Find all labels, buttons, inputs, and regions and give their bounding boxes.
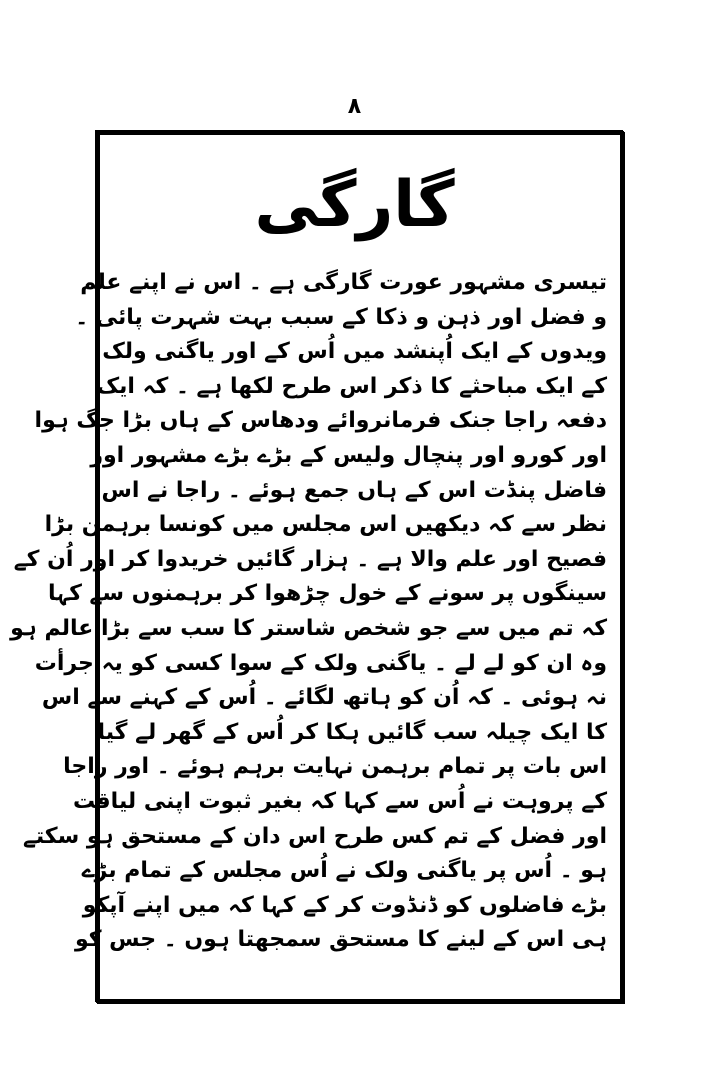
text-line: کا ایک چیلہ سب گائیں ہکا کر اُس کے گھر لے گیا: [97, 719, 607, 745]
text-line: فاضل پنڈت اس کے ہاں جمع ہوئے ۔ راجا نے اس: [101, 477, 607, 503]
text-line: اور کورو اور پنچال ولیس کے بڑے بڑے مشہور اور: [90, 442, 607, 468]
text-line: تیسری مشہور عورت گارگی ہے ۔ اس نے اپنے علم: [80, 270, 607, 295]
text-line: وہ ان کو لے لے ۔ یاگنی ولک کے سوا کسی کو یہ جرأت: [34, 650, 607, 676]
text-line: ویدوں کے ایک اُپنشد میں اُس کے اور یاگنی ولک: [102, 339, 607, 365]
text-line: کے پروہت نے اُس سے کہا کہ بغیر ثبوت اپنی لیاقت: [72, 788, 607, 814]
text-line: ہو ۔ اُس پر یاگنی ولک نے اُس مجلس کے تمام بڑے: [81, 858, 607, 884]
text-line: فصیح اور علم والا ہے ۔ ہزار گائیں خریدوا کر اور اُن کے: [13, 546, 607, 572]
chapter-title: گارگی: [254, 168, 455, 242]
text-line: بڑے فاضلوں کو ڈنڈوت کر کے کہا کہ میں اپنے آپکو: [82, 892, 607, 918]
text-line: کہ تم میں سے جو شخص شاستر کا سب سے بڑا عالم ہو: [10, 615, 607, 641]
text-line: اس بات پر تمام برہمن نہایت برہم ہوئے ۔ اور راجا: [63, 754, 607, 780]
page-number: ۸: [347, 94, 362, 119]
body-text: [10, 266, 607, 958]
text-line: کے ایک مباحثے کا ذکر اس طرح لکھا ہے ۔ کہ ایک: [96, 373, 607, 399]
text-line: نہ ہوئی ۔ کہ اُن کو ہاتھ لگائے ۔ اُس کے کہنے سے اس: [41, 685, 607, 711]
text-line: اور فضل کے تم کس طرح اس دان کے مستحق ہو سکتے: [22, 823, 607, 849]
text-line: ہی اس کے لینے کا مستحق سمجھتا ہوں ۔ جس کو: [74, 927, 607, 953]
text-line: و فضل اور ذہن و ذکا کے سبب بہت شہرت پائی ۔: [75, 304, 607, 330]
text-line: نظر سے کہ دیکھیں اس مجلس میں کونسا برہمن بڑا: [44, 512, 607, 538]
text-line: دفعہ راجا جنک فرمانروائے ودھاس کے ہاں بڑا جگ ہوا: [34, 408, 607, 434]
text-line: سینگوں پر سونے کے خول چڑھوا کر برہمنوں سے کہا: [47, 581, 607, 607]
